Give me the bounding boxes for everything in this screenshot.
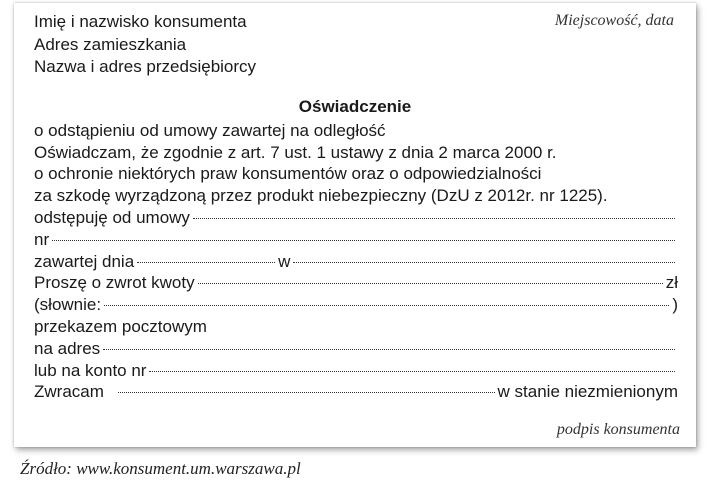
contract-date-field[interactable] (137, 262, 275, 263)
contract-field[interactable] (193, 218, 675, 219)
account-number-field[interactable] (149, 371, 675, 372)
signature-label: podpis konsumenta (556, 421, 680, 438)
nr-label: nr (34, 230, 50, 249)
amount-in-words-field[interactable] (104, 305, 669, 306)
contract-number-field[interactable] (52, 240, 675, 241)
words-label: (słownie: (34, 295, 102, 314)
account-row (34, 360, 678, 381)
condition-label: w stanie niezmienionym (497, 382, 678, 401)
words-row (34, 294, 678, 315)
refund-amount-field[interactable] (198, 283, 663, 284)
address-row (34, 338, 678, 359)
intro-line-3: o ochronie niektórych praw konsumentów oraz o odpowiedzialności (34, 164, 542, 183)
intro-line-2: Oświadczam, że zgodnie z art. 7 ust. 1 ustawy z dnia 2 marca 2000 r. (34, 143, 557, 162)
returned-item-field[interactable] (118, 392, 495, 393)
concluded-row (34, 251, 678, 272)
words-close: ) (672, 295, 678, 314)
concluded-label: zawartej dnia (34, 252, 135, 271)
withdraw-label: odstępuję od umowy (34, 208, 190, 227)
in-label: w (278, 252, 291, 271)
intro-line-1: o odstąpieniu od umowy zawartej na odległość (34, 121, 386, 140)
withdrawal-form-card (14, 3, 696, 447)
currency-label: zł (665, 273, 678, 292)
intro-line-4: za szkodę wyrządzoną przez produkt niebezpieczny (DzU z 2012r. nr 1225). (34, 186, 608, 205)
return-label: Zwracam (34, 382, 104, 401)
nr-row (34, 229, 678, 250)
refund-label: Proszę o zwrot kwoty (34, 273, 195, 292)
consumer-name-label: Imię i nazwisko konsumenta (34, 12, 247, 31)
refund-address-field[interactable] (103, 349, 675, 350)
account-label: lub na konto nr (34, 361, 147, 380)
contract-place-field[interactable] (293, 262, 675, 263)
consumer-address-label: Adres zamieszkania (34, 35, 187, 54)
return-row (34, 381, 678, 402)
form-title: Oświadczenie (298, 97, 412, 116)
refund-row (34, 272, 678, 293)
business-name-address-label: Nazwa i adres przedsiębiorcy (34, 57, 257, 76)
postal-order-label: przekazem pocztowym (34, 317, 207, 336)
withdraw-row (34, 207, 678, 228)
source-caption: Źródło: www.konsument.um.warszawa.pl (20, 459, 301, 478)
place-date-label: Miejscowość, data (554, 12, 674, 29)
address-label: na adres (34, 339, 101, 358)
